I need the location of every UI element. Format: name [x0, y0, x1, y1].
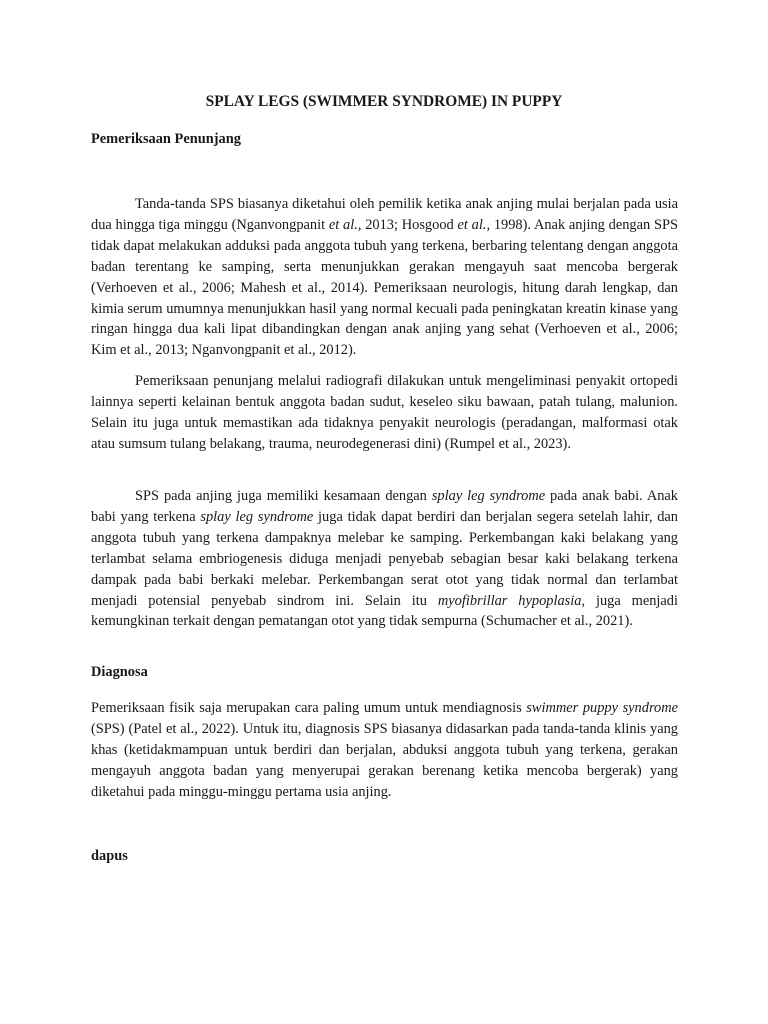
paragraph-1-italic-2: et al., — [457, 216, 491, 233]
paragraph-4-text-1: Pemeriksaan fisik saja merupakan cara paling umum untuk mendiagnosis — [91, 700, 527, 716]
paragraph-1-text-3: 1998). Anak anjing dengan SPS tidak dapat melakukan adduksi pada anggota tubuh yang terkena, berbaring telentang dengan anggota badan terentang ke samping, serta menunjukkan gerakan mengayuh saat mencoba bergerak (Verhoeven et al., 2006; Mahesh et al., 2014). Pemeriksaan neurologis, hitung darah lengkap, dan kimia serum umumnya menunjukkan hasil yang normal kecuali pada peningkatan kreatin kinase yang ringan hingga dua kali lipat dibandingkan dengan anak anjing yang sehat (Verhoeven et al., 2006; Kim et al., 2013; Nganvongpanit et al., 2012). — [91, 216, 678, 359]
paragraph-3-text-2: pada anak babi. Anak babi yang terkena — [91, 488, 678, 525]
paragraph-3-text-1: SPS pada anjing juga memiliki kesamaan dengan — [135, 488, 432, 504]
paragraph-3-italic-3: myofibrillar hypoplasia — [437, 592, 582, 609]
paragraph-1-text-2: 2013; Hosgood — [361, 216, 458, 233]
paragraph-3-italic-1: splay leg syndrome — [431, 488, 546, 504]
paragraph-4-italic-1: swimmer puppy syndrome — [526, 700, 678, 716]
section-heading-dapus: dapus — [91, 848, 128, 864]
paragraph-3 — [91, 486, 678, 632]
paragraph-1-italic-1: et al., — [328, 216, 362, 233]
section-heading-diagnosa: Diagnosa — [91, 664, 148, 680]
paragraph-4 — [91, 698, 678, 803]
paragraph-3-italic-2: splay leg syndrome — [200, 508, 314, 525]
paragraph-2: Pemeriksaan penunjang melalui radiografi dilakukan untuk mengeliminasi penyakit ortopedi lainnya seperti kelainan bentuk anggota badan sudut, keseleo siku bawaan, patah tulang, malunion. Selain itu juga untuk memastikan ada tidaknya penyakit neurologis (peradangan, malformasi otak atau sumsum tulang belakang, trauma, neurodegenerasi dini) (Rumpel et al., 2023). — [91, 373, 678, 452]
paragraph-1-text-1: Tanda-tanda SPS biasanya diketahui oleh pemilik ketika anak anjing mulai berjalan pada usia dua hingga tiga minggu (Nganvongpanit — [91, 196, 678, 233]
paragraph-4-text-2: (SPS) (Patel et al., 2022). Untuk itu, diagnosis SPS biasanya didasarkan pada tanda-tanda klinis yang khas (ketidakmampuan untuk berdiri dan berjalan, abduksi anggota tubuh yang terkena, gerakan mengayuh anggota badan yang menyerupai gerakan berenang ketika mencoba bergerak) yang diketahui pada minggu-minggu pertama usia anjing. — [91, 720, 678, 800]
document-title: SPLAY LEGS (SWIMMER SYNDROME) IN PUPPY — [205, 93, 563, 110]
paragraph-1 — [91, 194, 678, 361]
section-heading-penunjang: Pemeriksaan Penunjang — [91, 131, 241, 147]
paragraph-3-text-4: , juga menjadi kemungkinan terkait dengan pematangan otot yang tidak sempurna (Schumacher et al., 2021). — [91, 592, 678, 630]
paragraph-3-text-3: juga tidak dapat berdiri dan berjalan segera setelah lahir, dan anggota tubuh yang terkena dampaknya melebar ke samping. Perkembangan kaki belakang yang terlambat selama embriogenesis diduga menjadi penyebab sebagian besar kaki belakang terkena dampak pada babi berkaki melebar. Perkembangan serat otot yang tidak normal dan terlambat menjadi potensial penyebab sindrom ini. Selain itu — [91, 508, 678, 609]
